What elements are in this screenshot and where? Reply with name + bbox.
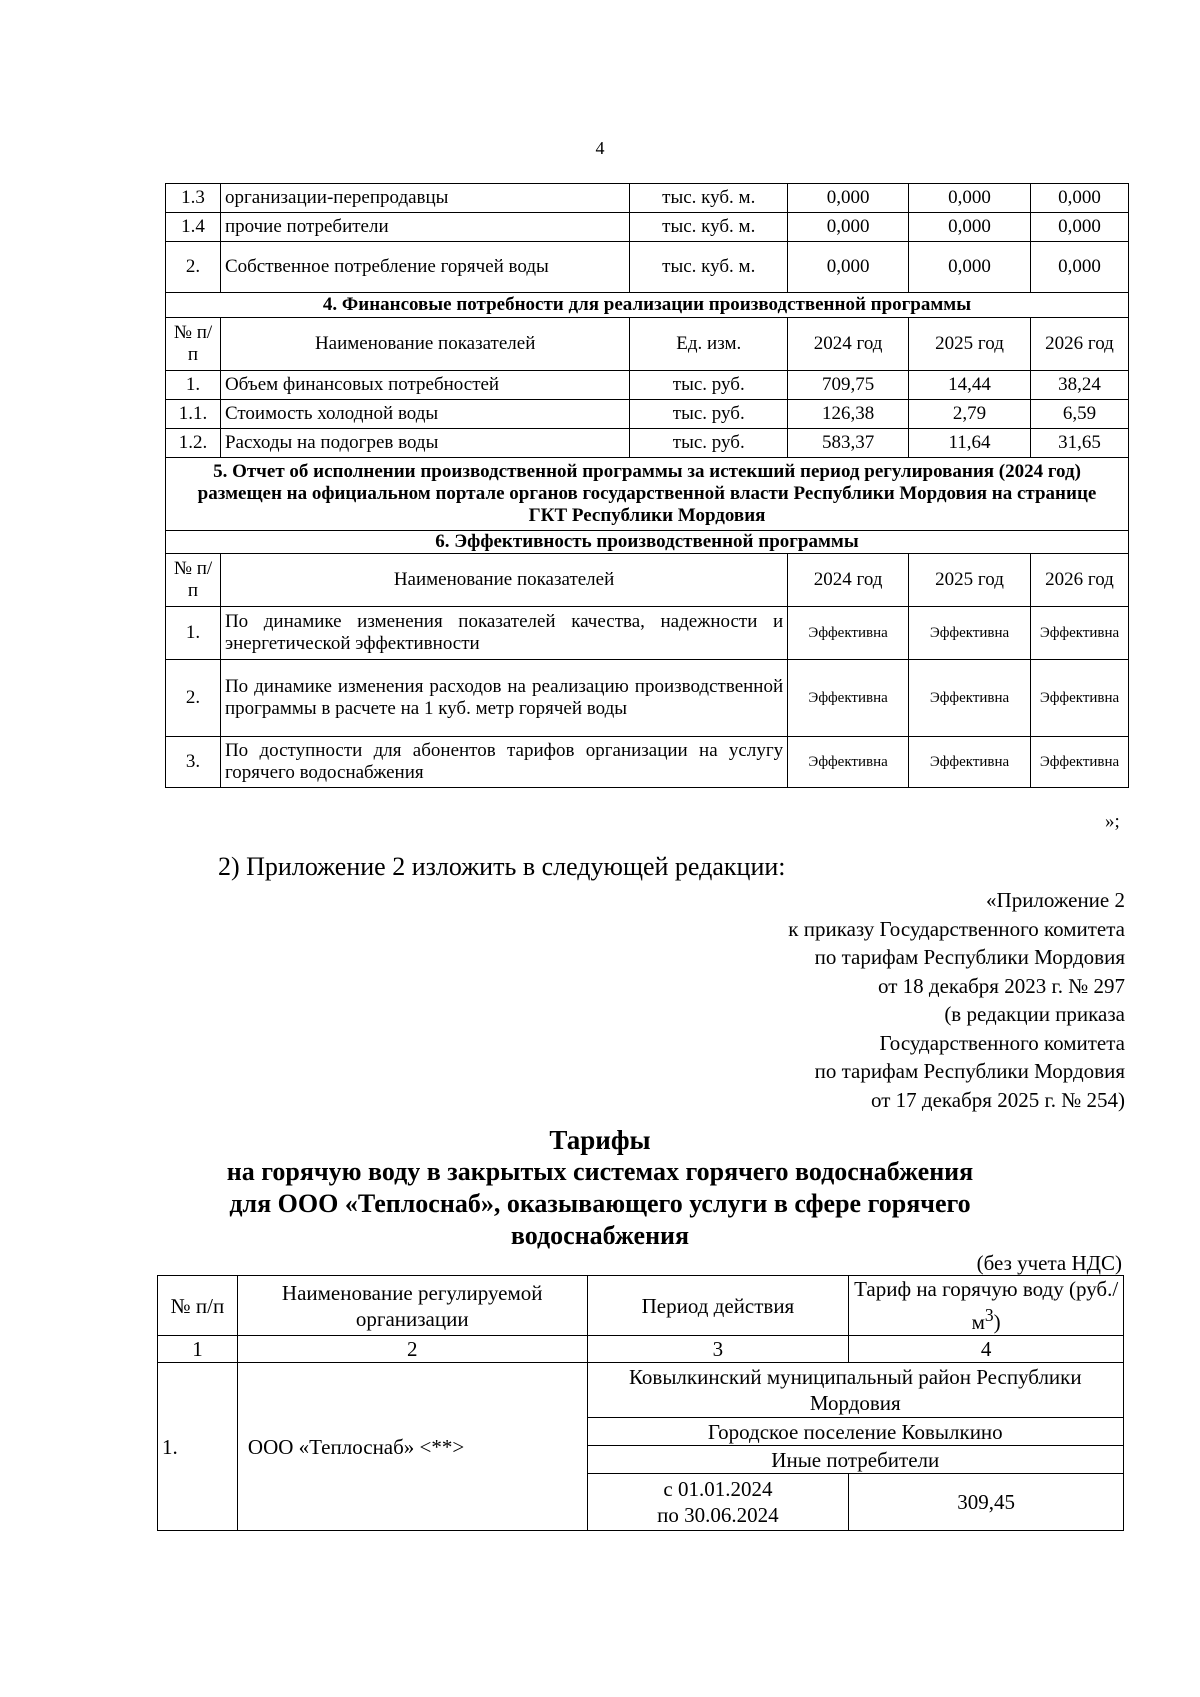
table-row [166,184,1129,213]
value-2026: 0,000 [1030,213,1128,242]
header-tariff-text: Тариф на горячую воду (руб./м [854,1277,1119,1334]
value-2024: 583,37 [788,429,909,458]
appendix-line: от 18 декабря 2023 г. № 297 [878,973,1125,998]
appendix-line: от 17 декабря 2025 г. № 254) [871,1087,1125,1112]
closing-quote: »; [1105,811,1120,832]
row-number: 1. [158,1363,238,1531]
production-program-table [165,183,1129,788]
header-tariff-sup: 3 [984,1305,994,1325]
column-number-row [158,1336,1124,1363]
col-number: 3 [587,1336,849,1363]
value-2025: 11,64 [909,429,1031,458]
header-name: Наименование показателей [220,554,787,607]
value-2024: 709,75 [788,371,909,400]
row-number: 2. [166,242,221,293]
appendix-line: Государственного комитета [879,1030,1125,1055]
header-num: № п/п [158,1276,238,1336]
value-2025: 0,000 [909,184,1031,213]
value-2025: 0,000 [909,242,1031,293]
page-number: 4 [595,138,605,158]
vat-note: (без учета НДС) [976,1251,1122,1275]
value-2024: 126,38 [788,400,909,429]
indicator-name: Расходы на подогрев воды [220,429,629,458]
table-row [166,242,1129,293]
item-2-heading: 2) Приложение 2 изложить в следующей редакции: [218,852,786,881]
eff-2024: Эффективна [788,660,909,737]
value-2024: 0,000 [788,242,909,293]
header-2025: 2025 год [909,554,1031,607]
value-2025: 0,000 [909,213,1031,242]
section-title-row [166,458,1129,531]
appendix-line: (в редакции приказа [944,1002,1125,1026]
header-2025: 2025 год [909,318,1031,371]
district-name: Ковылкинский муниципальный район Республики Мордовия [587,1363,1123,1418]
row-number: 1. [166,607,221,660]
title-line: Тарифы [549,1125,651,1155]
unit: тыс. куб. м. [630,184,788,213]
row-number: 1. [166,371,221,400]
indicator-name: Стоимость холодной воды [220,400,629,429]
indicator-name: Собственное потребление горячей воды [220,242,629,293]
appendix-line: к приказу Государственного комитета [788,916,1125,941]
header-tariff [849,1276,1124,1336]
table-header-row [158,1276,1124,1336]
header-num: № п/п [166,318,221,371]
table-header-row [166,554,1129,607]
table-row [158,1363,1124,1418]
table-row [166,429,1129,458]
section-6-title: 6. Эффективность производственной программы [166,531,1129,554]
section-4-title: 4. Финансовые потребности для реализации производственной программы [166,293,1129,318]
value-2026: 0,000 [1030,184,1128,213]
eff-2024: Эффективна [788,737,909,788]
value-2026: 31,65 [1030,429,1128,458]
header-name: Наименование показателей [220,318,629,371]
document-title [0,1124,1200,1252]
validity-period [587,1474,849,1531]
header-2026: 2026 год [1030,554,1128,607]
header-org: Наименование регулируемой организации [237,1276,587,1336]
title-line: на горячую воду в закрытых системах горячего водоснабжения [226,1157,974,1186]
eff-2025: Эффективна [909,660,1031,737]
value-2025: 14,44 [909,371,1031,400]
header-2024: 2024 год [788,554,909,607]
eff-2024: Эффективна [788,607,909,660]
row-number: 1.4 [166,213,221,242]
header-period: Период действия [587,1276,849,1336]
appendix-line: по тарифам Республики Мордовия [814,1059,1125,1083]
table-row [166,660,1129,737]
appendix-header [788,886,1125,1114]
title-line: для ООО «Теплоснаб», оказывающего услуги в сфере горячего [229,1189,971,1218]
appendix-line: по тарифам Республики Мордовия [814,945,1125,969]
value-2024: 0,000 [788,213,909,242]
col-number: 2 [237,1336,587,1363]
eff-2026: Эффективна [1030,660,1128,737]
table-row [166,371,1129,400]
section-title-row [166,293,1129,318]
unit: тыс. куб. м. [630,213,788,242]
eff-2026: Эффективна [1030,737,1128,788]
value-2024: 0,000 [788,184,909,213]
value-2026: 6,59 [1030,400,1128,429]
header-unit: Ед. изм. [630,318,788,371]
criterion-name: По динамике изменения расходов на реализацию производственной программы в расчете на 1 куб. метр горячей воды [220,660,787,737]
header-2026: 2026 год [1030,318,1128,371]
table-row [166,213,1129,242]
row-number: 1.2. [166,429,221,458]
unit: тыс. руб. [630,371,788,400]
table-row [166,737,1129,788]
period-to: по 30.06.2024 [657,1503,779,1527]
eff-2025: Эффективна [909,737,1031,788]
unit: тыс. руб. [630,429,788,458]
settlement-name: Городское поселение Ковылкино [587,1418,1123,1446]
header-num: № п/п [166,554,221,607]
table-header-row [166,318,1129,371]
col-number: 4 [849,1336,1124,1363]
indicator-name: организации-перепродавцы [220,184,629,213]
unit: тыс. куб. м. [630,242,788,293]
criterion-name: По доступности для абонентов тарифов организации на услугу горячего водоснабжения [220,737,787,788]
consumer-group: Иные потребители [587,1446,1123,1474]
header-2024: 2024 год [788,318,909,371]
header-tariff-end: ) [993,1310,1001,1334]
unit: тыс. руб. [630,400,788,429]
title-line: водоснабжения [510,1221,690,1250]
organization-name: ООО «Теплоснаб» <**> [237,1363,587,1531]
eff-2025: Эффективна [909,607,1031,660]
tariff-value: 309,45 [849,1474,1124,1531]
row-number: 1.3 [166,184,221,213]
value-2025: 2,79 [909,400,1031,429]
row-number: 1.1. [166,400,221,429]
tariff-table [157,1275,1124,1531]
section-5-text: 5. Отчет об исполнении производственной программы за истекший период регулирования (2024 год) размещен на официальном портале органов государственной власти Республики Мордовия на странице ГКТ Республики Мордовия [166,458,1129,531]
row-number: 2. [166,660,221,737]
eff-2026: Эффективна [1030,607,1128,660]
table-row [166,607,1129,660]
value-2026: 0,000 [1030,242,1128,293]
section-title-row [166,531,1129,554]
appendix-line: «Приложение 2 [986,888,1125,912]
col-number: 1 [158,1336,238,1363]
row-number: 3. [166,737,221,788]
period-from: с 01.01.2024 [663,1477,773,1501]
criterion-name: По динамике изменения показателей качества, надежности и энергетической эффективности [220,607,787,660]
indicator-name: Объем финансовых потребностей [220,371,629,400]
table-row [166,400,1129,429]
indicator-name: прочие потребители [220,213,629,242]
value-2026: 38,24 [1030,371,1128,400]
